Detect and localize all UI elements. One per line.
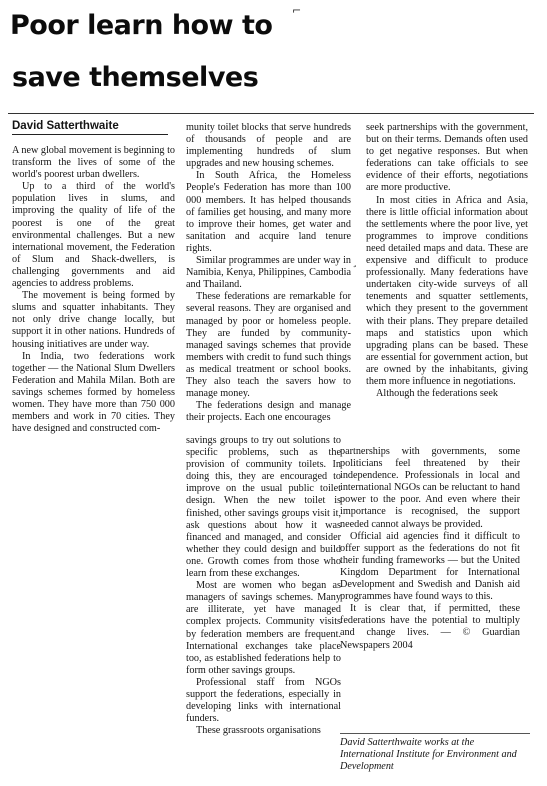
paragraph: Up to a third of the world's population lives in slums, and improving the quality of life of the poorest is one of the great environmental challenges. But a new international movement, the Federation of Slum and Shack-dwellers, is challenging governments and aid agencies to address problems. — [12, 181, 175, 290]
pen-mark-icon: ¸ — [352, 255, 358, 268]
paragraph: Professional staff from NGOs support the federations, especially in developing links with international funders. — [186, 676, 341, 725]
article-column-5 — [340, 446, 520, 652]
paragraph: seek partnerships with the government, but on their terms. Demands often used to get negative responses. But when federations can take officials to see evidence of their efforts, negotiations are more productive. — [366, 122, 528, 194]
paragraph: In South Africa, the Homeless People's Federation has more than 100 000 members. It has helped thousands of families get housing, and many more to improve their homes, get water and sanitation and acquire land tenure rights. — [186, 170, 351, 254]
pen-mark-icon: ⌐ — [292, 4, 302, 17]
paragraph: These federations are remarkable for several reasons. They are organised and managed by poor or homeless people. They are funded by community-managed savings schemes that provide members with credit to fund such things as medical treatment or school books. They also teach the savers how to manage money. — [186, 291, 351, 400]
paragraph: Official aid agencies find it difficult to offer support as the federations do not fit their funding frameworks — but the United Kingdom Department for International Development and Swedish and Danish aid programmes have found ways to this. — [340, 530, 520, 603]
headline-line-1: Poor learn how to — [10, 10, 273, 41]
headline-line-2: save themselves — [12, 62, 259, 93]
paragraph: The movement is being formed by slums and squatter inhabitants. They not only drive change locally, but support it in other nations. Hundreds of housing initiatives are under way. — [12, 290, 175, 350]
article-column-2 — [186, 122, 351, 424]
headline-rule — [8, 113, 534, 114]
article-column-4 — [186, 435, 341, 737]
byline: David Satterthwaite — [12, 120, 168, 135]
paragraph: Similar programmes are under way in Namibia, Kenya, Philippines, Cambodia and Thailand. — [186, 255, 351, 291]
paragraph: savings groups to try out solutions to specific problems, such as the provision of community toilets. In doing this, they are encouraged to improve on the usual public toilet design. When the new toilet is finished, other savings groups visit it, ask questions about how it was financed and managed, and consider whether they could design and build one. Growth comes from those who learn from these exchanges. — [186, 435, 341, 580]
paragraph: It is clear that, if permitted, these federations have the potential to multiply and change lives. — © Guardian Newspapers 2004 — [340, 603, 520, 651]
paragraph: In India, two federations work together — the National Slum Dwellers Federation and Mahila Milan. Both are savings schemes formed by homeless women. They have more than 750 000 members and work in 70 cities. They have designed and constructed com- — [12, 350, 175, 435]
paragraph: Although the federations seek — [376, 388, 498, 400]
paragraph: Most are women who began as managers of savings schemes. Many are illiterate, yet have managed complex projects. Community visits by federation members are frequent. International exchanges take place too, as established federations help to form other savings groups. — [186, 580, 341, 676]
paragraph: The federations design and manage their projects. Each one encourages — [186, 400, 351, 424]
article-column-1 — [12, 145, 175, 435]
author-note: David Satterthwaite works at the International Institute for Environment and Development — [340, 733, 530, 774]
paragraph: partnerships with governments, some politicians feel threatened by their independence. Professionals in local and international NGOs can be reluctant to hand power to the poor. And even where their importance is recognised, the support needed cannot always be provided. — [340, 446, 520, 530]
paragraph: In most cities in Africa and Asia, there is little official information about the settlements where the poor live, yet programmes to improve conditions need detailed maps and data. These are expensive and difficult to produce professionally. Many federations have undertaken city-wide surveys of all tenements and squatter settlements, which they present to the government with their plans. They prepare detailed maps and statistics upon which upgrading plans can be based. These are essential for government action, but are owned by the inhabitants, giving them more influence in negotiations. — [366, 194, 528, 387]
paragraph: A new global movement is beginning to transform the lives of some of the world's poorest urban dwellers. — [12, 145, 175, 181]
paragraph: These grassroots organisations — [196, 725, 321, 737]
article-column-3 — [366, 122, 528, 400]
paragraph: munity toilet blocks that serve hundreds of thousands of people and are implementing hundreds of slum upgrades and new housing schemes. — [186, 122, 351, 170]
